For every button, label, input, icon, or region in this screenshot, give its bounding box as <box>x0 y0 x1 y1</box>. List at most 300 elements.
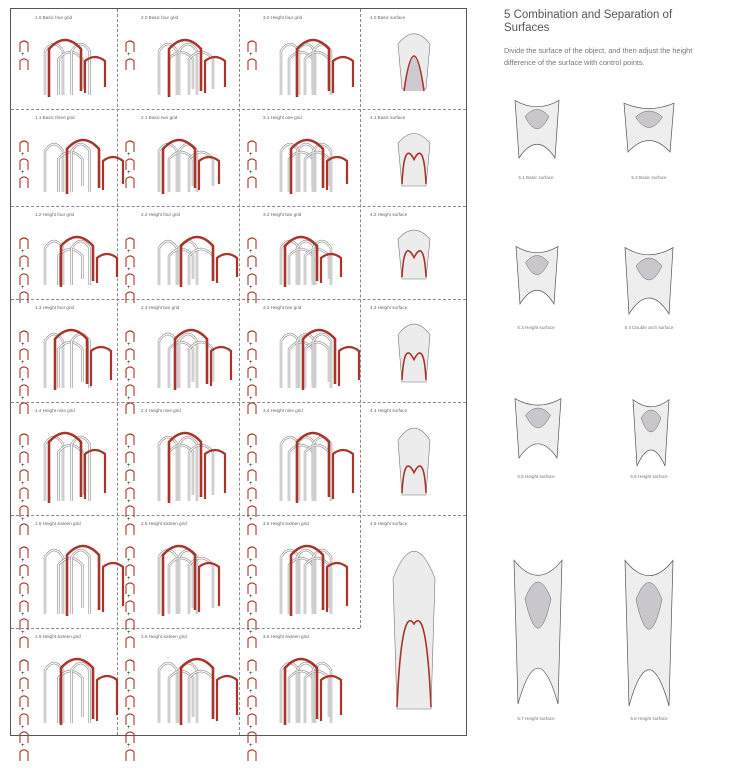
surface-model <box>394 224 434 285</box>
plus-sign: + <box>249 342 253 348</box>
red-arch <box>205 57 225 93</box>
red-arch <box>291 546 323 616</box>
grey-arch <box>305 152 329 192</box>
arch-grid-model <box>273 650 343 729</box>
surface-model <box>394 27 434 95</box>
plus-sign: + <box>21 707 25 713</box>
plus-sign: + <box>21 170 25 176</box>
cell-label: 4.5 Height surface <box>370 521 408 526</box>
red-arch <box>49 40 81 97</box>
arch-symbol <box>248 177 256 188</box>
surface-model <box>389 533 439 715</box>
formula-symbols <box>245 139 259 203</box>
red-arch <box>97 254 117 283</box>
arch-grid-model <box>37 650 107 729</box>
arch-grid-model <box>273 131 343 198</box>
arch-symbol <box>20 583 28 594</box>
plus-sign: + <box>127 52 131 58</box>
arch-grid-model <box>37 131 107 198</box>
grid-cell <box>239 206 360 299</box>
arch-symbol <box>20 714 28 725</box>
grid-cell <box>360 109 468 206</box>
arch-grid-model <box>151 31 221 101</box>
plus-sign: + <box>127 152 131 158</box>
arch-symbol <box>248 274 256 285</box>
surface-label: 5.2 Basic surface <box>631 175 667 180</box>
red-arch <box>85 57 105 93</box>
grid-cell <box>11 628 117 749</box>
grid-cell <box>11 515 117 636</box>
plus-sign: + <box>21 481 25 487</box>
plus-sign: + <box>127 378 131 384</box>
red-arch <box>91 347 111 386</box>
surface-label: 5.6 Height surface <box>630 474 668 479</box>
grid-cell <box>239 628 360 749</box>
arch-symbol <box>20 367 28 378</box>
grid-cell <box>117 515 239 636</box>
grid-cell <box>239 402 360 523</box>
cell-label: 4.3 Height surface <box>370 305 408 310</box>
plus-sign: + <box>249 463 253 469</box>
surface-label: 5.7 Height surface <box>517 716 555 721</box>
surface-shell <box>516 246 558 304</box>
cell-label: 1.3 Height four grid <box>35 305 75 310</box>
arch-symbol <box>20 59 28 70</box>
arch-symbol <box>126 177 134 188</box>
cell-label: 2.0 Basic four grid <box>141 15 179 20</box>
cell-label: 1.5 Height sixteen grid <box>35 521 81 526</box>
red-arch <box>217 676 237 721</box>
arch-symbol <box>20 470 28 481</box>
arch-grid-model <box>273 537 343 620</box>
arch-symbol <box>20 452 28 463</box>
surface-model <box>394 127 434 192</box>
plus-sign: + <box>249 360 253 366</box>
grey-arch <box>305 558 329 614</box>
cell-label: 2.5 Height sixteen grid <box>141 521 187 526</box>
arch-symbol <box>20 177 28 188</box>
arch-grid-model <box>151 228 221 291</box>
arch-symbol <box>126 565 134 576</box>
surface-render <box>623 238 675 318</box>
plus-sign: + <box>249 630 253 636</box>
cell-label: 2.2 Height four grid <box>141 212 181 217</box>
grid-cell <box>360 402 468 515</box>
cell-label: 4.2 Height surface <box>370 212 408 217</box>
grid-cell <box>11 109 117 206</box>
arch-grid-model <box>151 650 221 729</box>
arch-symbol <box>20 678 28 689</box>
plus-sign: + <box>21 630 25 636</box>
plus-sign: + <box>127 360 131 366</box>
arch-grid-model <box>273 31 343 101</box>
arch-symbol <box>248 434 256 445</box>
plus-sign: + <box>249 707 253 713</box>
cell-label: 3.1 Height one grid <box>263 115 302 120</box>
arch-symbol <box>248 452 256 463</box>
plus-sign: + <box>21 612 25 618</box>
cell-label: 3.0 Height four grid <box>263 15 303 20</box>
formula-symbols <box>245 39 259 85</box>
arch-symbol <box>248 714 256 725</box>
cell-label: 3.2 Height two grid <box>263 212 302 217</box>
plus-sign: + <box>127 671 131 677</box>
plus-sign: + <box>21 517 25 523</box>
arch-symbol <box>20 601 28 612</box>
plus-sign: + <box>127 558 131 564</box>
arch-symbol <box>20 331 28 342</box>
arch-symbol <box>20 488 28 499</box>
cell-label: 4.0 Basic surface <box>370 15 406 20</box>
grey-arch <box>72 144 90 192</box>
surface-shell <box>633 400 669 466</box>
cell-label: 3.4 Height nine grid <box>263 408 303 413</box>
plus-sign: + <box>249 249 253 255</box>
formula-symbols <box>123 658 137 776</box>
plus-sign: + <box>21 689 25 695</box>
cell-label: 2.6 Height sixteen grid <box>141 634 187 639</box>
cell-label: 3.3 Height two grid <box>263 305 302 310</box>
arch-symbol <box>126 583 134 594</box>
cell-label: 2.3 Height two grid <box>141 305 180 310</box>
arch-symbol <box>20 274 28 285</box>
plus-sign: + <box>249 152 253 158</box>
red-arch <box>199 563 219 612</box>
grey-arch <box>72 241 90 285</box>
arch-symbol <box>126 601 134 612</box>
plus-sign: + <box>127 170 131 176</box>
arch-grid-model <box>151 424 221 507</box>
plus-sign: + <box>21 445 25 451</box>
arch-grid-model <box>37 537 107 620</box>
red-arch <box>205 450 225 499</box>
grey-arch <box>305 52 329 95</box>
plus-sign: + <box>21 594 25 600</box>
grey-arch <box>305 342 329 388</box>
grid-cell <box>239 515 360 636</box>
arch-symbol <box>126 331 134 342</box>
arch-symbol <box>20 434 28 445</box>
section-description: Divide the surface of the object, and then adjust the height difference of the surface with control points. <box>504 46 693 67</box>
arch-symbol <box>20 696 28 707</box>
surface-model <box>394 420 434 501</box>
arch-symbol <box>248 238 256 249</box>
grid-cell <box>239 299 360 402</box>
plus-sign: + <box>21 342 25 348</box>
plus-sign: + <box>127 396 131 402</box>
grey-arch <box>289 249 313 285</box>
plus-sign: + <box>21 671 25 677</box>
grey-arch <box>289 671 313 723</box>
arch-symbol <box>126 470 134 481</box>
surface-render <box>623 540 675 710</box>
plus-sign: + <box>127 743 131 749</box>
surface-model <box>394 317 434 388</box>
grey-arch <box>289 342 313 388</box>
red-arch <box>339 347 359 386</box>
red-arch <box>85 450 105 499</box>
surface-shell <box>393 551 435 709</box>
plus-sign: + <box>249 170 253 176</box>
plus-sign: + <box>249 267 253 273</box>
plus-sign: + <box>249 445 253 451</box>
arch-grid-model <box>273 228 343 291</box>
arch-grid-model <box>37 424 107 507</box>
surface-render <box>514 238 560 308</box>
cell-label: 1.4 Height nine grid <box>35 408 75 413</box>
surface-shell <box>515 399 561 458</box>
arch-symbol <box>248 349 256 360</box>
surface-shell <box>625 560 673 706</box>
plus-sign: + <box>127 630 131 636</box>
arch-symbol <box>126 274 134 285</box>
surface-shell <box>514 560 562 704</box>
surface-label: 5.5 Height surface <box>517 474 555 479</box>
arch-grid-model <box>273 321 343 394</box>
arch-symbol <box>248 331 256 342</box>
plus-sign: + <box>127 267 131 273</box>
plus-sign: + <box>127 285 131 291</box>
arch-symbol <box>248 385 256 396</box>
plus-sign: + <box>249 725 253 731</box>
arch-symbol <box>20 349 28 360</box>
grid-cell <box>117 628 239 749</box>
surface-render <box>622 96 676 156</box>
plus-sign: + <box>249 499 253 505</box>
plus-sign: + <box>127 481 131 487</box>
grid-cell <box>117 299 239 402</box>
grey-arch <box>289 445 313 501</box>
arch-symbol <box>248 583 256 594</box>
grid-cell <box>11 299 117 402</box>
cell-label: 1.6 Height sixteen grid <box>35 634 81 639</box>
formula-symbols <box>245 658 259 776</box>
surface-shell <box>625 248 673 314</box>
red-arch <box>217 254 237 283</box>
arch-symbol <box>126 547 134 558</box>
arch-symbol <box>126 367 134 378</box>
grid-cell <box>239 109 360 206</box>
arch-symbol <box>126 238 134 249</box>
grid-cell <box>117 9 239 109</box>
arch-symbol <box>248 367 256 378</box>
arch-symbol <box>20 547 28 558</box>
arch-symbol <box>248 750 256 761</box>
grid-cell <box>360 299 468 402</box>
arch-symbol <box>20 141 28 152</box>
arch-symbol <box>248 678 256 689</box>
grid-cell <box>360 206 468 299</box>
grey-arch <box>305 445 329 501</box>
grey-arch <box>45 550 63 614</box>
plus-sign: + <box>127 576 131 582</box>
plus-sign: + <box>21 558 25 564</box>
arch-grid-model <box>37 321 107 394</box>
plus-sign: + <box>21 52 25 58</box>
plus-sign: + <box>127 725 131 731</box>
plus-sign: + <box>127 594 131 600</box>
arch-symbol <box>20 750 28 761</box>
plus-sign: + <box>127 249 131 255</box>
arch-symbol <box>126 750 134 761</box>
grid-cell <box>360 515 468 737</box>
arch-symbol <box>20 256 28 267</box>
arch-symbol <box>126 696 134 707</box>
surface-label: 5.4 Double arch surface <box>624 325 674 330</box>
arch-symbol <box>248 732 256 743</box>
plus-sign: + <box>249 285 253 291</box>
surface-render <box>512 540 564 708</box>
plus-sign: + <box>249 576 253 582</box>
arch-grid-model <box>151 537 221 620</box>
plus-sign: + <box>127 707 131 713</box>
red-arch <box>333 450 353 499</box>
formula-symbols <box>123 139 137 203</box>
red-arch <box>199 157 219 190</box>
grey-arch <box>289 152 313 192</box>
arch-symbol <box>126 714 134 725</box>
plus-sign: + <box>249 517 253 523</box>
arch-symbol <box>126 159 134 170</box>
cell-label: 1.1 Basic three grid <box>35 115 75 120</box>
grid-cell <box>117 402 239 523</box>
arch-symbol <box>248 256 256 267</box>
grid-cell <box>11 9 117 109</box>
cell-label: 2.1 Basic two grid <box>141 115 178 120</box>
cell-label: 3.6 Height sixteen grid <box>263 634 309 639</box>
arch-symbol <box>248 488 256 499</box>
plus-sign: + <box>249 558 253 564</box>
surface-label: 5.1 Basic surface <box>518 175 554 180</box>
cell-label: 3.5 Height sixteen grid <box>263 521 309 526</box>
grid-cell <box>11 402 117 523</box>
plus-sign: + <box>249 689 253 695</box>
grid-cell <box>239 9 360 109</box>
arch-symbol <box>126 488 134 499</box>
arch-grid-model <box>151 131 221 198</box>
plus-sign: + <box>249 481 253 487</box>
plus-sign: + <box>249 743 253 749</box>
arch-symbol <box>248 601 256 612</box>
arch-symbol <box>20 385 28 396</box>
plus-sign: + <box>21 743 25 749</box>
cell-label: 4.1 Basic surface <box>370 115 406 120</box>
surface-render <box>513 92 561 162</box>
arch-symbol <box>20 41 28 52</box>
plus-sign: + <box>21 396 25 402</box>
grid-cell <box>117 109 239 206</box>
arch-grid-model <box>273 424 343 507</box>
arch-symbol <box>248 660 256 671</box>
plus-sign: + <box>127 342 131 348</box>
cell-label: 2.4 Height nine grid <box>141 408 181 413</box>
surface-label: 5.3 Height surface <box>517 325 555 330</box>
arch-symbol <box>126 434 134 445</box>
plus-sign: + <box>249 378 253 384</box>
formula-symbols <box>123 39 137 85</box>
grid-cell <box>117 206 239 299</box>
plus-sign: + <box>21 360 25 366</box>
red-arch <box>97 676 117 721</box>
plus-sign: + <box>21 267 25 273</box>
plus-sign: + <box>21 725 25 731</box>
arch-grid-model <box>37 228 107 291</box>
cell-label: 1.0 Basic four grid <box>35 15 73 20</box>
arch-symbol <box>248 41 256 52</box>
arch-symbol <box>248 547 256 558</box>
arch-symbol <box>126 59 134 70</box>
arch-symbol <box>126 678 134 689</box>
red-arch <box>333 57 353 93</box>
arch-symbol <box>126 256 134 267</box>
arch-symbol <box>126 141 134 152</box>
plus-sign: + <box>21 499 25 505</box>
cell-label: 4.4 Height surface <box>370 408 408 413</box>
plus-sign: + <box>127 689 131 695</box>
arch-symbol <box>248 59 256 70</box>
grid-cell <box>360 9 468 109</box>
formula-symbols <box>17 139 31 203</box>
plus-sign: + <box>21 463 25 469</box>
plus-sign: + <box>249 671 253 677</box>
arch-symbol <box>248 696 256 707</box>
grey-arch <box>45 144 63 192</box>
grey-arch <box>289 52 313 95</box>
red-arch <box>49 433 81 503</box>
plus-sign: + <box>21 249 25 255</box>
plus-sign: + <box>21 285 25 291</box>
plus-sign: + <box>249 594 253 600</box>
surface-shell <box>515 100 559 158</box>
plus-sign: + <box>127 517 131 523</box>
arch-symbol <box>248 470 256 481</box>
plus-sign: + <box>249 612 253 618</box>
arch-symbol <box>248 141 256 152</box>
grey-arch <box>289 558 313 614</box>
arch-symbol <box>248 565 256 576</box>
formula-symbols <box>17 658 31 776</box>
arch-symbol <box>20 660 28 671</box>
arch-symbol <box>126 732 134 743</box>
arch-grid-model <box>37 31 107 101</box>
arch-symbol <box>126 660 134 671</box>
plus-sign: + <box>21 576 25 582</box>
arch-symbol <box>20 238 28 249</box>
plus-sign: + <box>21 152 25 158</box>
arch-symbol <box>20 159 28 170</box>
plus-sign: + <box>127 445 131 451</box>
cell-label: 1.2 Height four grid <box>35 212 75 217</box>
surface-label: 5.8 Height surface <box>630 716 668 721</box>
section-title: 5 Combination and Separation of Surfaces <box>504 9 673 34</box>
arch-symbol <box>126 349 134 360</box>
design-grid-board <box>10 8 467 749</box>
plus-sign: + <box>249 52 253 58</box>
surface-render <box>513 390 563 462</box>
plus-sign: + <box>21 378 25 384</box>
arch-grid-model <box>151 321 221 394</box>
arch-symbol <box>126 452 134 463</box>
surface-render <box>631 390 671 470</box>
arch-symbol <box>20 565 28 576</box>
plus-sign: + <box>249 396 253 402</box>
plus-sign: + <box>127 463 131 469</box>
arch-symbol <box>126 41 134 52</box>
plus-sign: + <box>127 499 131 505</box>
formula-symbols <box>17 39 31 85</box>
arch-symbol <box>20 732 28 743</box>
arch-symbol <box>126 385 134 396</box>
